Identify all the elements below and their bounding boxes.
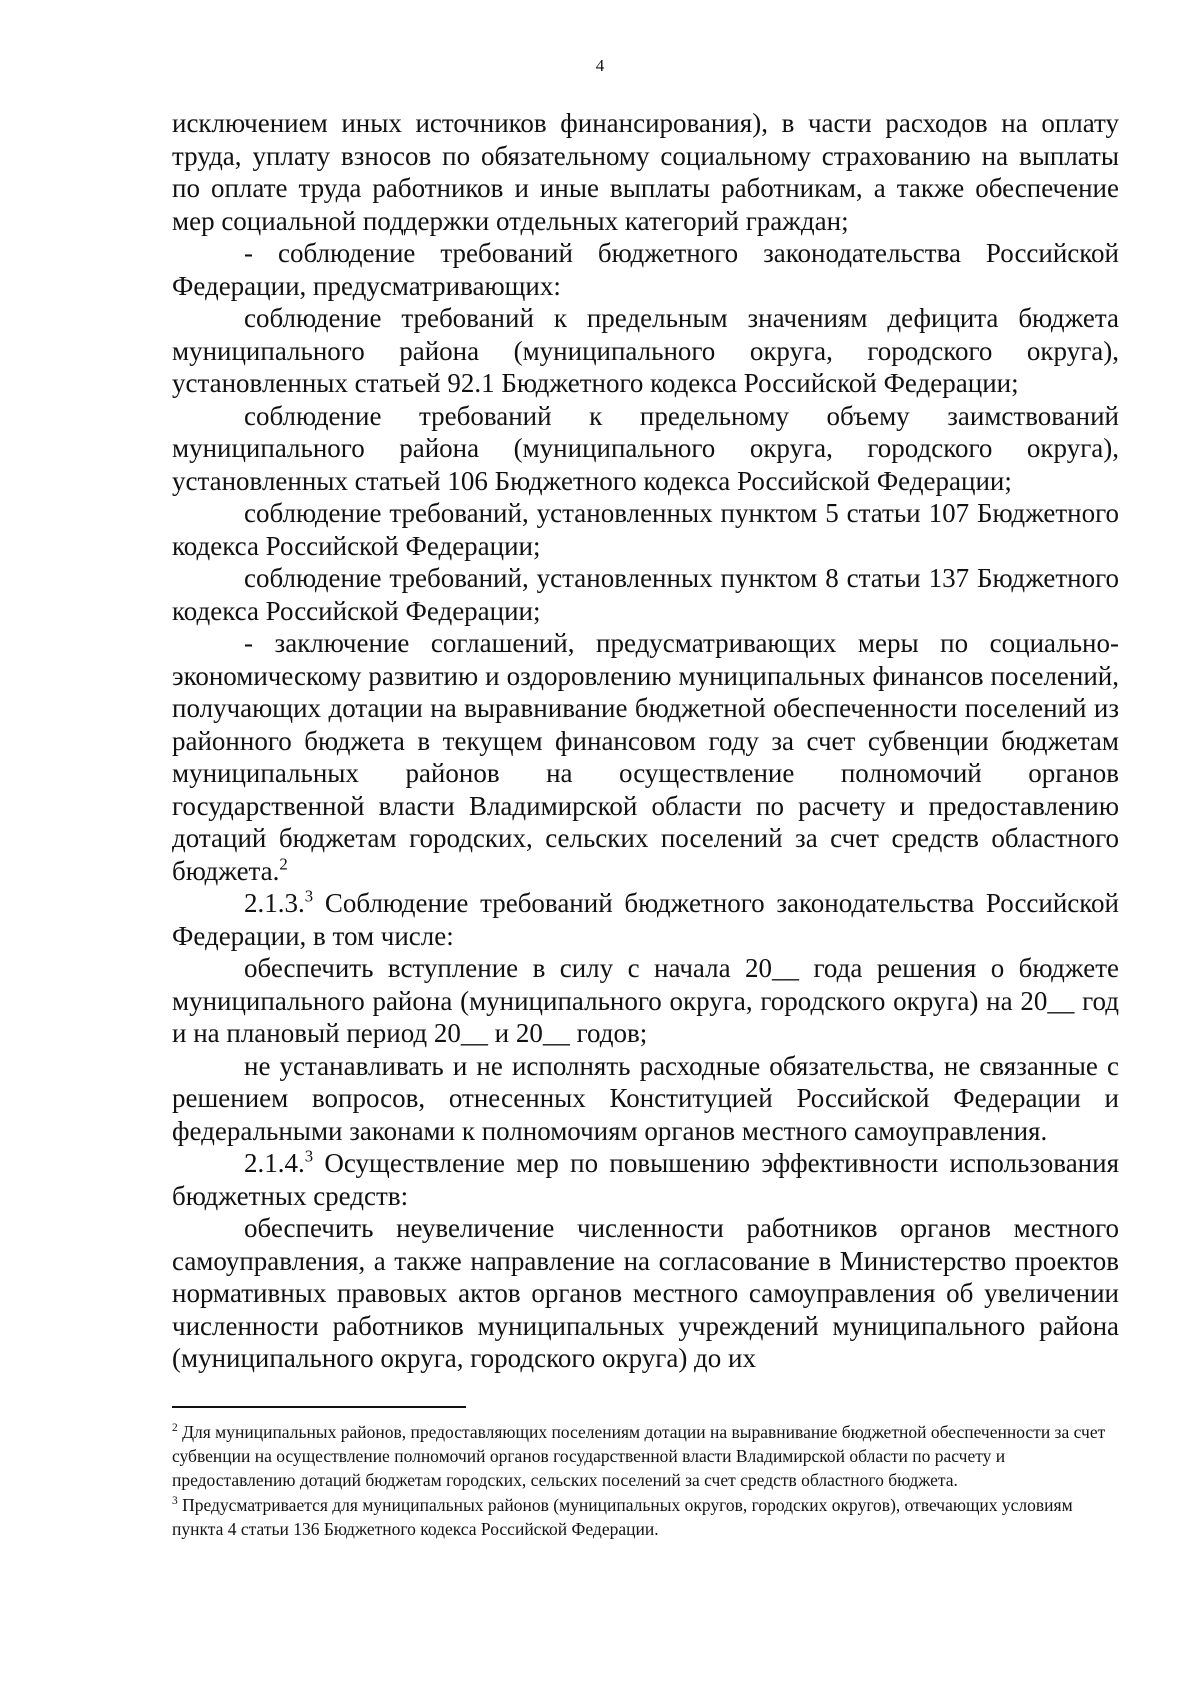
section-number: 2.1.3. (244, 888, 305, 918)
footnote-mark: 2 (172, 1422, 178, 1435)
page-number: 4 (595, 56, 605, 75)
section-number: 2.1.4. (244, 1148, 305, 1178)
footnote-ref: 3 (304, 1146, 314, 1166)
footnote-mark: 3 (172, 1494, 178, 1507)
footnote: $^2$ Для муниципальных районов, предоставляющих поселениям дотации на выравнивание бюджетной обеспеченности за счет субвенции на осуществление полномочий органов государственной власти Владимирской области по расчету и предоставлению дотаций бюджетам городских, сельских поселений за счет средств областного бюджета. (172, 1422, 1106, 1491)
paragraph: соблюдение требований, установленных пунктом 8 статьи 137 Бюджетного кодекса Российской Федерации; (172, 563, 1119, 626)
paragraph: не устанавливать и не исполнять расходные обязательства, не связанные с решением вопросов, отнесенных Конституцией Российской Федерации и федеральными законами к полномочиям органов местного самоуправления. (172, 1050, 1119, 1146)
paragraph: соблюдение требований к предельным значениям дефицита бюджета муниципального района (муниципального округа, городского округа), установленных статьей 92.1 Бюджетного кодекса Российской Федерации; (172, 303, 1119, 398)
footnotes (172, 1420, 1119, 1541)
section-paragraph-2-1-4: 2.1.4.$^3$ Осуществление мер по повышению эффективности использования бюджетных средств: (172, 1146, 1119, 1211)
paragraph: - заключение соглашений, предусматривающих меры по социально-экономическому развитию и оздоровлению муниципальных финансов поселений, получающих дотации на выравнивание бюджетной обеспеченности поселений из районного бюджета в текущем финансовом году за счет субвенции бюджетам муниципальных районов на осуществление полномочий органов государственной власти Владимирской области по расчету и предоставлению дотаций бюджетам городских, сельских поселений за счет средств областного бюджета.$^2$ (172, 628, 1119, 886)
section-paragraph-2-1-3: 2.1.3.$^3$ Соблюдение требований бюджетного законодательства Российской Федерации, в том числе: (172, 886, 1119, 951)
document-body (172, 107, 1119, 1375)
footnote-ref: 3 (304, 886, 314, 906)
paragraph: соблюдение требований, установленных пунктом 5 статьи 107 Бюджетного кодекса Российской Федерации; (172, 498, 1119, 561)
paragraph: обеспечить вступление в силу с начала 20__ года решения о бюджете муниципального района (муниципального округа, городского округа) на 20__ год и на плановый период 20__ и 20__ годов; (172, 953, 1119, 1048)
footnote-ref: 2 (279, 854, 288, 874)
paragraph: обеспечить неувеличение численности работников органов местного самоуправления, а также направление на согласование в Министерство проектов нормативных правовых актов органов местного самоуправления об увеличении численности работников муниципальных учреждений муниципального района (муниципального округа, городского округа) до их (172, 1213, 1119, 1373)
paragraph: исключением иных источников финансирования), в части расходов на оплату труда, уплату взносов по обязательному социальному страхованию на выплаты по оплате труда работников и иные выплаты работникам, а также обеспечение мер социальной поддержки отдельных категорий граждан; (172, 108, 1119, 236)
paragraph: - соблюдение требований бюджетного законодательства Российской Федерации, предусматривающих: (172, 238, 1119, 301)
paragraph: соблюдение требований к предельному объему заимствований муниципального района (муниципального округа, городского округа), установленных статьей 106 Бюджетного кодекса Российской Федерации; (172, 400, 1119, 496)
footnote-divider (172, 1406, 466, 1408)
footnote: $^3$ Предусматривается для муниципальных районов (муниципальных округов, городских округов), отвечающих условиям пункта 4 статьи 136 Бюджетного кодекса Российской Федерации. (172, 1494, 1073, 1539)
